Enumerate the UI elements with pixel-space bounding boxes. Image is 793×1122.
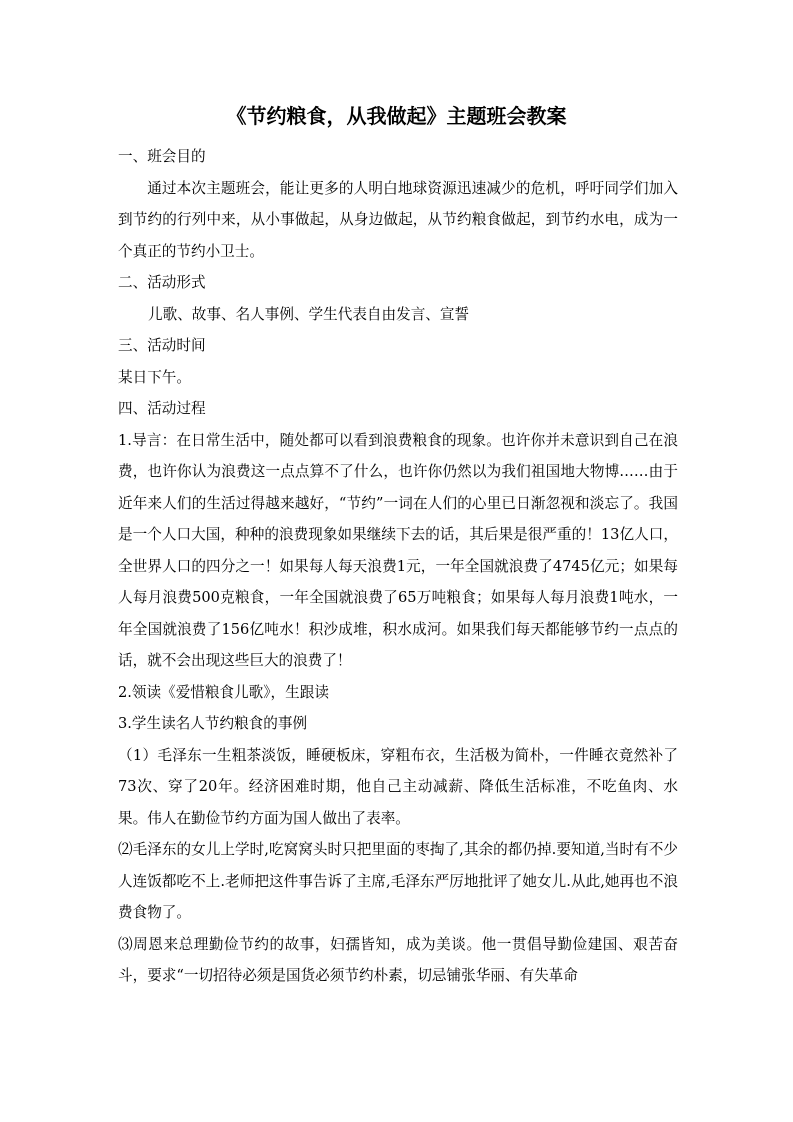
intro-paragraph: 1.导言：在日常生活中，随处都可以看到浪费粮食的现象。也许你并未意识到自己在浪费，也许你认为浪费这一点点算不了什么，也许你仍然以为我们祖国地大物博……由于近年来人们的生活过得越来越好，“节约”一词在人们的心里已日渐忽视和淡忘了。我国是一个人口大国，种种的浪费现象如果继续下去的话，其后果是很严重的！13亿人口，全世界人口的四分之一！如果每人每天浪费1元，一年全国就浪费了4745亿元；如果每人每月浪费500克粮食，一年全国就浪费了65万吨粮食；如果每人每月浪费1吨水，一年全国就浪费了156亿吨水！积沙成堆，积水成河。如果我们每天都能够节约一点点的话，就不会出现这些巨大的浪费了！ <box>118 431 678 669</box>
step-3-paragraph: 3.学生读名人节约粮食的事例 <box>118 715 308 732</box>
step-2-paragraph: 2.领读《爱惜粮食儿歌》，生跟读 <box>118 683 329 701</box>
time-paragraph: 某日下午。 <box>118 368 191 386</box>
section-heading-process: 四、活动过程 <box>118 400 206 417</box>
page-title: 《节约粮食，从我做起》主题班会教案 <box>226 104 567 128</box>
example-1-paragraph: （1）毛泽东一生粗茶淡饭，睡硬板床，穿粗布衣，生活极为简朴，一件睡衣竟然补了73次、穿了20年。经济困难时期，他自己主动减薪、降低生活标准，不吃鱼肉、水果。伟人在勤俭节约方面为国人做出了表率。 <box>118 746 678 827</box>
example-3-paragraph: ⑶周恩来总理勤俭节约的故事，妇孺皆知，成为美谈。他一贯倡导勤俭建国、艰苦奋斗，要求“一切招待必须是国货必须节约朴素，切忌铺张华丽、有失革命 <box>118 935 678 984</box>
example-2-paragraph: ⑵毛泽东的女儿上学时,吃窝窝头时只把里面的枣掏了,其余的都仍掉.要知道,当时有不少人连饭都吃不上.老师把这件事告诉了主席,毛泽东严厉地批评了她女儿.从此,她再也不浪费食物了。 <box>118 841 678 921</box>
form-paragraph: 儿歌、故事、名人事例、学生代表自由发言、宣誓 <box>148 305 470 323</box>
document-body <box>118 141 678 992</box>
section-heading-time: 三、活动时间 <box>118 337 206 354</box>
section-heading-purpose: 一、班会目的 <box>118 148 206 165</box>
purpose-paragraph: 通过本次主题班会，能让更多的人明白地球资源迅速减少的危机，呼吁同学们加入到节约的行列中来，从小事做起，从身边做起，从节约粮食做起，到节约水电，成为一个真正的节约小卫士。 <box>118 179 678 260</box>
section-heading-form: 二、活动形式 <box>118 274 206 291</box>
